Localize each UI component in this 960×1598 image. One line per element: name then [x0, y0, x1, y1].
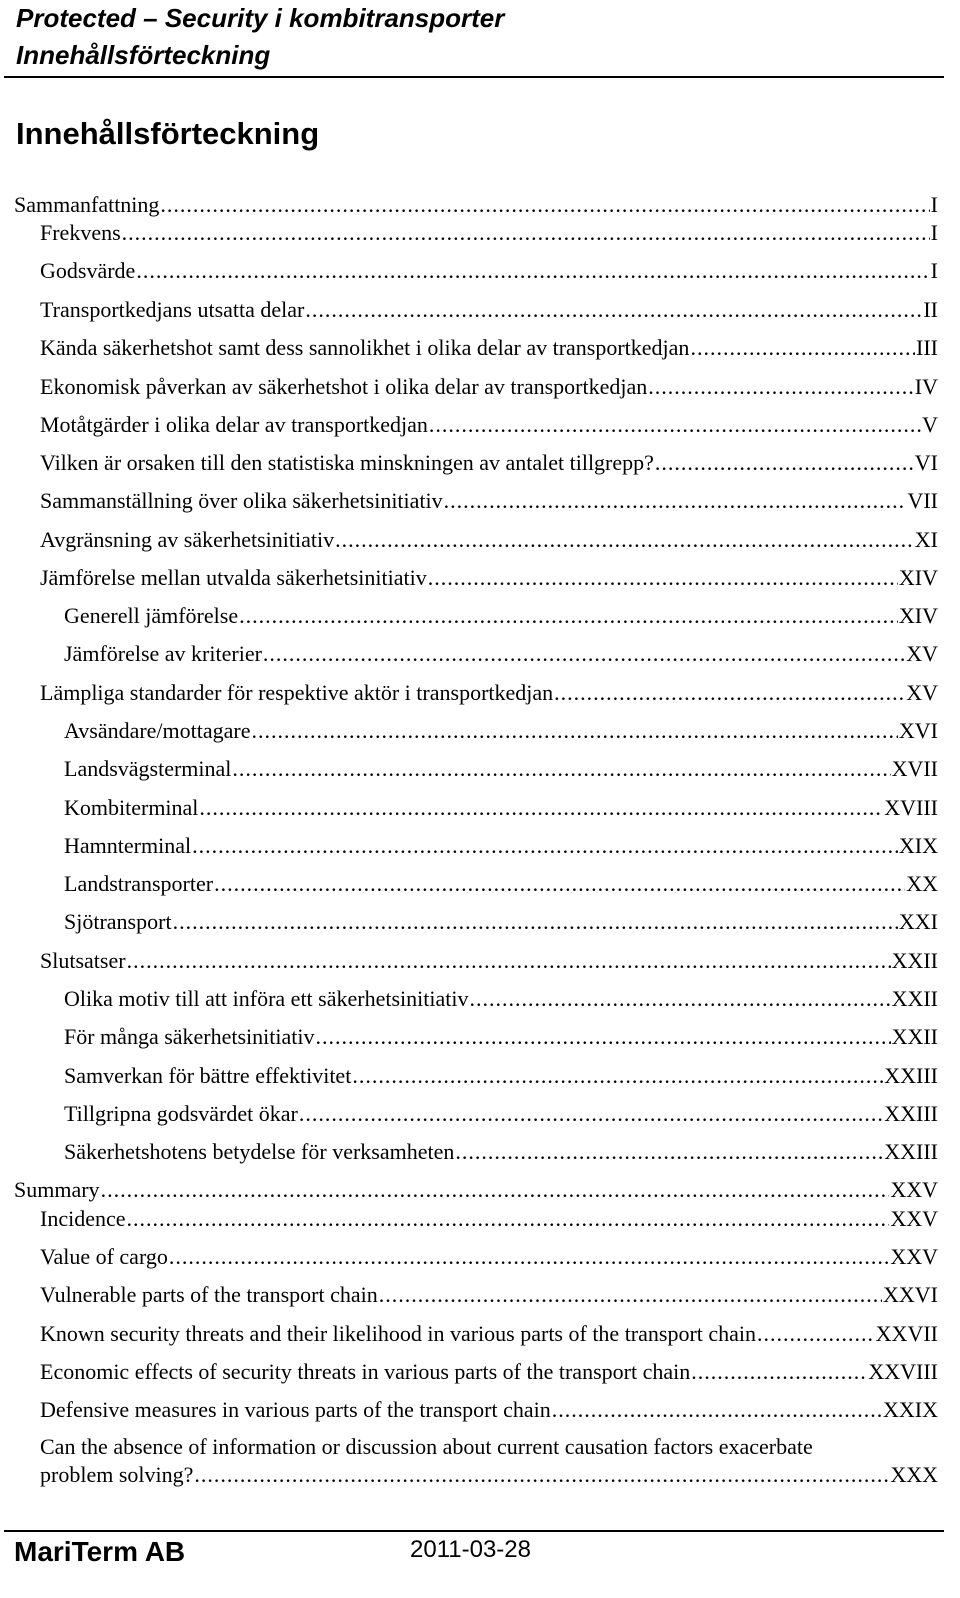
toc-entry-text-line1: Can the absence of information or discussion about current causation factors exacerbate [40, 1434, 813, 1459]
toc-entry-page: VI [914, 450, 938, 475]
toc-entry-text: Value of cargo [40, 1244, 168, 1269]
toc-entry[interactable] [40, 448, 938, 478]
footer-date: 2011-03-28 [410, 1536, 531, 1563]
toc-leader-dots [160, 190, 929, 220]
toc-entry[interactable] [14, 1175, 938, 1205]
toc-entry[interactable] [40, 563, 938, 593]
toc-entry-page: XVII [891, 756, 938, 781]
toc-entry[interactable] [64, 601, 938, 631]
toc-entry[interactable] [40, 410, 938, 440]
toc-entry[interactable] [40, 218, 938, 248]
toc-entry-last[interactable] [40, 1433, 938, 1489]
toc-entry[interactable] [40, 1242, 938, 1272]
toc-leader-dots [305, 295, 922, 325]
toc-entry[interactable] [64, 1022, 938, 1052]
toc-entry-page: V [922, 412, 938, 437]
toc-leader-dots [554, 678, 905, 708]
toc-entry-page: I [930, 258, 938, 283]
toc-leader-dots [428, 563, 898, 593]
toc-entry-text-line2: problem solving? [40, 1462, 194, 1487]
toc-leader-dots [127, 946, 891, 976]
toc-entry-page: XVI [898, 718, 938, 743]
toc-entry-page: XIX [898, 833, 938, 858]
toc-entry-text: Known security threats and their likelihood in various parts of the transport chain [40, 1321, 757, 1346]
toc-entry-text: Säkerhetshotens betydelse för verksamheten [64, 1139, 455, 1164]
toc-entry-page: XV [906, 641, 938, 666]
toc-entry[interactable] [64, 869, 938, 899]
toc-entry-text: Transportkedjans utsatta delar [40, 297, 305, 322]
toc-entry-text: Vilken är orsaken till den statistiska minskningen av antalet tillgrepp? [40, 450, 654, 475]
toc-entry-text: Avgränsning av säkerhetsinitiativ [40, 527, 335, 552]
toc-entry[interactable] [14, 190, 938, 220]
toc-leader-dots [552, 1395, 882, 1425]
toc-entry[interactable] [40, 525, 938, 555]
toc-entry-text: Sammanfattning [14, 192, 160, 217]
toc-entry[interactable] [40, 372, 938, 402]
toc-entry-page: XXX [890, 1462, 938, 1487]
footer-rule [4, 1530, 944, 1532]
toc-leader-dots [655, 448, 914, 478]
toc-entry-page: XXVII [875, 1321, 938, 1346]
toc-entry-page: XXV [890, 1206, 938, 1231]
toc-entry[interactable] [64, 984, 938, 1014]
toc-entry-page: XIV [898, 565, 938, 590]
toc-entry-page: IV [914, 374, 938, 399]
toc-leader-dots [127, 1204, 890, 1234]
toc-entry-page: II [923, 297, 938, 322]
toc-entry[interactable] [64, 907, 938, 937]
toc-entry-page: XXIX [883, 1397, 938, 1422]
toc-entry-text: Vulnerable parts of the transport chain [40, 1282, 378, 1307]
toc-leader-dots [379, 1280, 882, 1310]
toc-entry-page: XXIII [884, 1063, 938, 1088]
toc-entry-page: XXI [898, 909, 938, 934]
toc-entry-page: VII [907, 488, 938, 513]
toc-entry-text: Avsändare/mottagare [64, 718, 251, 743]
toc-entry-text: Sjötransport [64, 909, 172, 934]
toc-entry[interactable] [64, 1099, 938, 1129]
toc-entry-page: XXII [891, 948, 938, 973]
toc-entry[interactable] [40, 333, 938, 363]
toc-leader-dots [239, 601, 898, 631]
toc-entry[interactable] [64, 716, 938, 746]
header-title: Protected – Security i kombitransporter [16, 3, 505, 33]
toc-entry-page: XVIII [884, 795, 938, 820]
toc-entry-text: Ekonomisk påverkan av säkerhetshot i olika delar av transportkedjan [40, 374, 648, 399]
toc-entry-text: Kända säkerhetshot samt dess sannolikhet i olika delar av transportkedjan [40, 335, 690, 360]
footer-company: MariTerm AB [14, 1536, 186, 1567]
toc-entry[interactable] [40, 1204, 938, 1234]
toc-leader-dots [352, 1061, 883, 1091]
toc-leader-dots [691, 1357, 867, 1387]
toc-entry[interactable] [40, 1357, 938, 1387]
toc-leader-dots [122, 218, 930, 248]
toc-leader-dots [455, 1137, 883, 1167]
toc-entry[interactable] [40, 1395, 938, 1425]
toc-entry-page: I [930, 192, 938, 217]
toc-leader-dots [263, 639, 905, 669]
toc-leader-dots [444, 486, 907, 516]
toc-entry-text: Olika motiv till att införa ett säkerhetsinitiativ [64, 986, 469, 1011]
toc-leader-dots [252, 716, 898, 746]
toc-entry[interactable] [64, 639, 938, 669]
toc-entry-page: XXII [891, 986, 938, 1011]
toc-entry[interactable] [64, 1137, 938, 1167]
toc-entry[interactable] [40, 1280, 938, 1310]
toc-entry[interactable] [64, 831, 938, 861]
toc-leader-dots [335, 525, 914, 555]
toc-entry[interactable] [40, 946, 938, 976]
toc-leader-dots [192, 831, 898, 861]
toc-entry-page: XXIII [884, 1101, 938, 1126]
toc-leader-dots [429, 410, 921, 440]
running-header [16, 0, 946, 74]
toc-entry-page: III [916, 335, 938, 360]
toc-leader-dots [214, 869, 905, 899]
toc-leader-dots [232, 754, 890, 784]
toc-entry-text: Summary [14, 1177, 100, 1202]
toc-entry-page: XX [906, 871, 938, 896]
toc-leader-dots [173, 907, 898, 937]
toc-leader-dots [299, 1099, 883, 1129]
toc-entry[interactable] [40, 256, 938, 286]
toc-entry-page: XXIII [884, 1139, 938, 1164]
toc-entry[interactable] [40, 295, 938, 325]
toc-entry-page: XXV [890, 1244, 938, 1269]
toc-entry[interactable] [40, 678, 938, 708]
toc-entry-page: XXVI [883, 1282, 938, 1307]
header-rule [4, 76, 944, 78]
toc-leader-dots [469, 984, 890, 1014]
toc-entry-text: Kombiterminal [64, 795, 199, 820]
toc-entry[interactable] [64, 754, 938, 784]
toc-entry-text: Frekvens [40, 220, 121, 245]
toc-leader-dots [648, 372, 914, 402]
toc-entry-text: Lämpliga standarder för respektive aktör i transportkedjan [40, 680, 554, 705]
toc-entry-text: Incidence [40, 1206, 126, 1231]
toc-entry-page: I [930, 220, 938, 245]
page-title: Innehållsförteckning [16, 116, 320, 151]
toc-entry-page: XXV [890, 1177, 938, 1202]
toc-entry-page: XXII [891, 1024, 938, 1049]
toc-entry-text: Motåtgärder i olika delar av transportkedjan [40, 412, 428, 437]
toc-entry-text: Jämförelse mellan utvalda säkerhetsinitiativ [40, 565, 427, 590]
toc-entry-text: Hamnterminal [64, 833, 192, 858]
toc-leader-dots [316, 1022, 891, 1052]
toc-entry-text: Defensive measures in various parts of the transport chain [40, 1397, 551, 1422]
toc-leader-dots [101, 1175, 890, 1205]
toc-leader-dots [194, 1461, 889, 1489]
toc-entry-text: Landsvägsterminal [64, 756, 232, 781]
toc-entry-text: Slutsatser [40, 948, 126, 973]
toc-entry[interactable] [64, 1061, 938, 1091]
header-subtitle: Innehållsförteckning [16, 40, 271, 70]
toc-entry-text: Landstransporter [64, 871, 214, 896]
toc-entry-page: XXVIII [868, 1359, 938, 1384]
toc-entry-text: Jämförelse av kriterier [64, 641, 262, 666]
toc-entry-text: Generell jämförelse [64, 603, 239, 628]
toc-entry[interactable] [40, 486, 938, 516]
toc-leader-dots [136, 256, 929, 286]
toc-leader-dots [169, 1242, 889, 1272]
toc-entry-page: XV [906, 680, 938, 705]
toc-entry[interactable] [64, 793, 938, 823]
toc-entry-text: Tillgripna godsvärdet ökar [64, 1101, 298, 1126]
toc-leader-dots [690, 333, 915, 363]
toc-entry-page: XIV [898, 603, 938, 628]
toc-entry-text: Godsvärde [40, 258, 136, 283]
toc-leader-dots [199, 793, 883, 823]
toc-leader-dots [757, 1319, 875, 1349]
toc-entry-page: XI [914, 527, 938, 552]
toc-entry-text: Samverkan för bättre effektivitet [64, 1063, 352, 1088]
toc-entry-text: För många säkerhetsinitiativ [64, 1024, 315, 1049]
toc-entry[interactable] [40, 1319, 938, 1349]
toc-entry-text: Sammanställning över olika säkerhetsinitiativ [40, 488, 443, 513]
toc-entry-text: Economic effects of security threats in various parts of the transport chain [40, 1359, 691, 1384]
